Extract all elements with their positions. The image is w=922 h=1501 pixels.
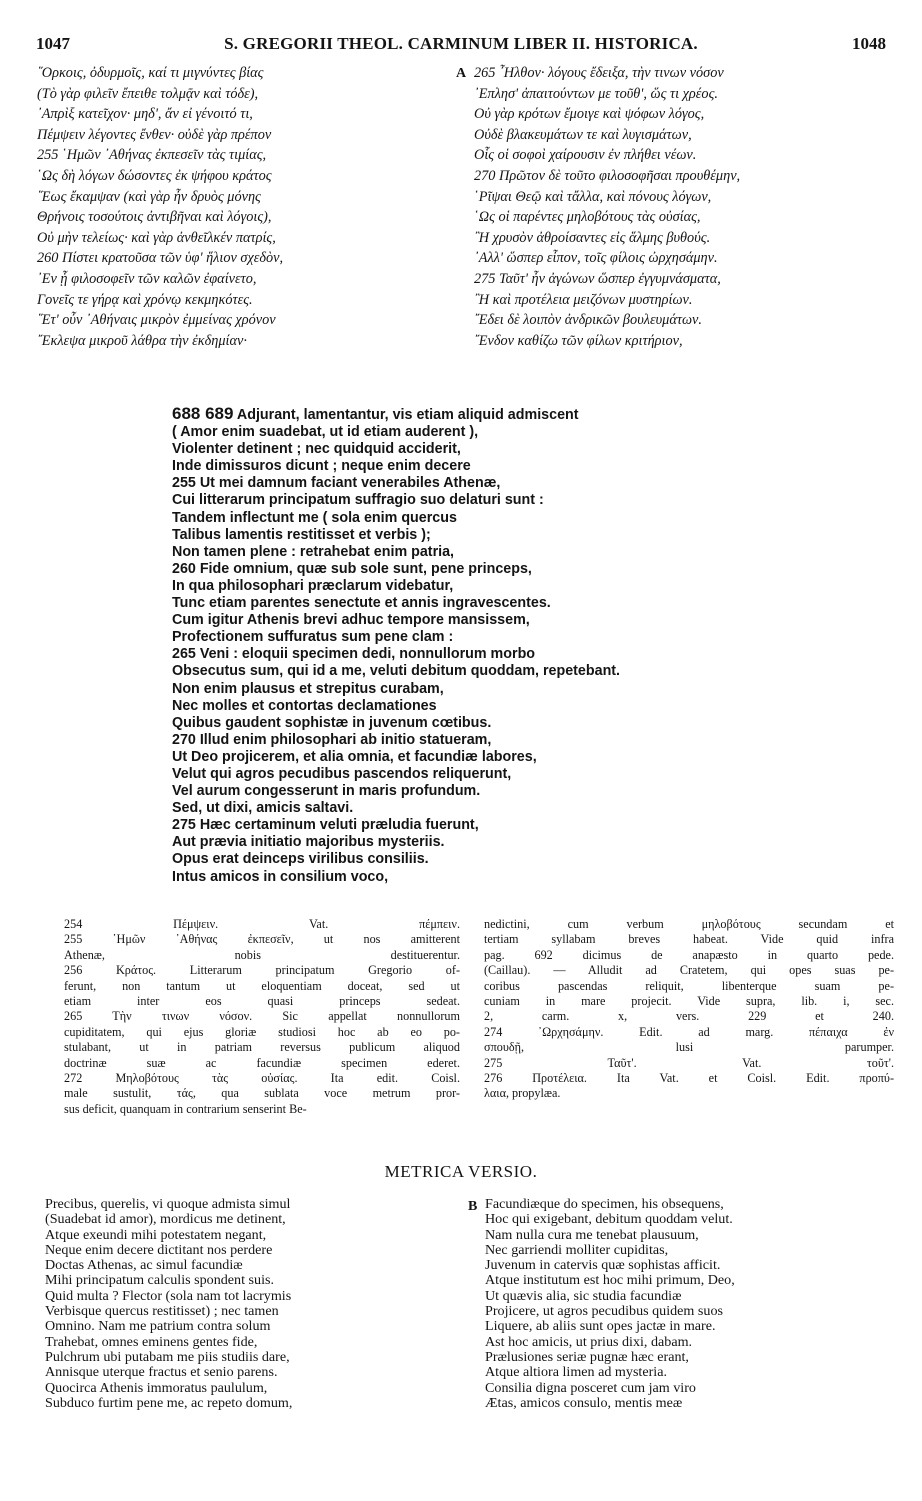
metrical-verse-line: Consilia digna posceret cum jam viro xyxy=(485,1380,696,1396)
greek-verse-line: 255 ῾Ημῶν ᾿Αθήνας ἐκπεσεῖν τὰς τιμίας, xyxy=(37,147,267,164)
page-number-left: 1047 xyxy=(36,34,70,53)
metrical-verse-line: Doctas Athenas, ac simul facundiæ xyxy=(45,1258,243,1274)
footnotes-left-column xyxy=(64,917,460,1117)
footnote-line: male sustulit, τάς, qua sublata voce metrum pror- xyxy=(64,1086,460,1101)
greek-verse-line: Οὐδὲ βλακευμάτων τε καὶ λυγισμάτων, xyxy=(474,126,692,143)
greek-verse-line: 270 Πρῶτον δὲ τοῦτο φιλοσοφῆσαι προυθέμην, xyxy=(474,167,741,184)
footnote-line: λαια, propylæa. xyxy=(484,1086,561,1101)
latin-verse-line: Quibus gaudent sophistæ in juvenum cœtibus. xyxy=(172,714,492,731)
latin-verse-line: Nec molles et contortas declamationes xyxy=(172,697,437,714)
latin-verse-line: 270 Illud enim philosophari ab initio statueram, xyxy=(172,731,492,748)
latin-verse-line: Non tamen plene : retrahebat enim patria, xyxy=(172,543,455,560)
running-header xyxy=(36,34,886,56)
metrical-verse-line: Ast hoc amicis, ut prius dixi, dabam. xyxy=(485,1334,693,1350)
footnote-line: 272 Μηλοβότους τὰς οὐσίας. Ita edit. Coisl. xyxy=(64,1071,460,1086)
greek-text-left-column xyxy=(37,63,449,351)
footnote-line: 2, carm. x, vers. 229 et 240. xyxy=(484,1009,894,1024)
greek-verse-line: Θρήνοις τοσούτοις ἀντιβῆναι καὶ λόγοις), xyxy=(37,209,272,226)
greek-verse-line: ῾Ως δὴ λόγων δώσοντες ἐκ ψήφου κράτος xyxy=(37,167,272,184)
metrical-verse-line: Juvenum in catervis quæ sophistas afficit. xyxy=(485,1258,721,1274)
footnote-line: 255 ῾Ημῶν ᾿Αθήνας ἐκπεσεῖν, ut nos amitterent xyxy=(64,932,460,947)
latin-verse-line: ( Amor enim suadebat, ut id etiam auderent ), xyxy=(172,424,479,441)
footnote-line: 256 Κράτος. Litterarum principatum Gregorio of- xyxy=(64,963,460,978)
metrical-verse-line: Nec garriendi molliter cupiditas, xyxy=(485,1242,669,1258)
metrical-verse-line: Projicere, ut agros pecudibus quidem suos xyxy=(485,1304,723,1320)
greek-verse-line: ᾿Επλησ' ἀπαιτούντων με τοῦθ', ὥς τι χρέος. xyxy=(474,85,718,102)
page-title: S. GREGORII THEOL. CARMINUM LIBER II. HISTORICA. xyxy=(224,34,698,53)
latin-verse-line: Cum igitur Athenis brevi adhuc tempore mansissem, xyxy=(172,612,530,629)
latin-verse-line: Intus amicos in consilium voco, xyxy=(172,868,389,885)
greek-verse-line: 275 Ταῦτ' ἦν ἀγώνων ὥσπερ ἐγγυμνάσματα, xyxy=(474,270,721,287)
metrical-verse-line: Mihi principatum calculis spondent suis. xyxy=(45,1273,274,1289)
metrical-version-left-column xyxy=(45,1197,455,1411)
footnote-line: stulabant, ut in patriam reversus publicum aliquod xyxy=(64,1040,460,1055)
latin-verse-line: Opus erat deinceps virilibus consiliis. xyxy=(172,851,429,868)
column-marker-b: B xyxy=(468,1199,478,1214)
greek-verse-line: ῍Η χρυσὸν ἀθροίσαντες εἰς ἅλμης βυθούς. xyxy=(474,229,711,246)
column-numbers: 688 689 xyxy=(172,405,234,423)
latin-verse-line: 265 Veni : eloquii specimen dedi, nonnullorum morbo xyxy=(172,646,536,663)
latin-verse-line: Violenter detinent ; nec quidquid acciderit, xyxy=(172,441,461,458)
greek-verse-line: ᾿Εν ᾗ φιλοσοφεῖν τῶν καλῶν ἐφαίνετο, xyxy=(37,270,257,287)
latin-verse-line: Talibus lamentis restitisset et verbis ); xyxy=(172,526,431,543)
greek-verse-line: Οὐ μὴν τελείως· καὶ γὰρ ἀνθεῖλκέν πατρίς, xyxy=(37,229,276,246)
greek-verse-line: Οἷς οἱ σοφοὶ χαίρουσιν ἐν πλήθει νέων. xyxy=(474,147,697,164)
footnote-line: 275 Ταῦτ'. Vat. τοῦτ'. xyxy=(484,1055,894,1070)
metrical-verse-line: Nam nulla cura me tenebat plausuum, xyxy=(485,1227,699,1243)
footnote-line: pag. 692 dicimus de anapæsto in quarto pede. xyxy=(484,947,894,962)
latin-verse-line: 255 Ut mei damnum faciant venerabiles Athenæ, xyxy=(172,475,501,492)
footnote-line: doctrinæ suæ ac facundiæ specimen ederet. xyxy=(64,1055,460,1070)
latin-translation-block xyxy=(172,405,752,886)
latin-verse-line: Non enim plausus et strepitus curabam, xyxy=(172,680,444,697)
footnote-line: 265 Τὴν τινων νόσον. Sic appellat nonnullorum xyxy=(64,1009,460,1024)
latin-verse-line: Sed, ut dixi, amicis saltavi. xyxy=(172,800,354,817)
latin-verse-line: Aut prævia initiatio majoribus mysteriis. xyxy=(172,834,445,851)
greek-verse-line: ῎Ενδον καθίζω τῶν φίλων κριτήριον, xyxy=(474,332,683,349)
greek-verse-line: ῾Ως οἱ παρέντες μηλοβότους τὰς οὐσίας, xyxy=(474,209,701,226)
footnote-line: cupiditatem, qui ejus gloriæ studiosi hoc ab eo po- xyxy=(64,1024,460,1039)
latin-verse-line: Tunc etiam parentes senectute et annis ingravescentes. xyxy=(172,595,551,612)
metrical-verse-line: Quid multa ? Flector (sola nam tot lacrymis xyxy=(45,1288,292,1304)
latin-verse-line: 260 Fide omnium, quæ sub sole sunt, pene princeps, xyxy=(172,560,532,577)
footnote-line: sus deficit, quanquam in contrarium senserint Be- xyxy=(64,1101,307,1116)
latin-verse-line: Inde dimissuros dicunt ; neque enim decere xyxy=(172,458,471,475)
latin-verse-line: Cui litterarum principatum suffragio suo delaturi sunt : xyxy=(172,492,544,509)
footnote-line: coribus pascendas reliquit, libenterque suam pe- xyxy=(484,978,894,993)
footnote-line: 276 Προτέλεια. Ita Vat. et Coisl. Edit. προπύ- xyxy=(484,1071,894,1086)
greek-verse-line: ῞Ετ' οὖν ᾿Αθήναις μικρὸν ἐμμείνας χρόνον xyxy=(37,312,276,329)
greek-verse-line: (Τὸ γὰρ φιλεῖν ἔπειθε τολμᾷν καὶ τόδε), xyxy=(37,85,259,102)
latin-verse-line: Tandem inflectunt me ( sola enim quercus xyxy=(172,509,457,526)
metrical-verse-line: Pulchrum ubi putabam me piis studiis dare, xyxy=(45,1349,290,1365)
greek-verse-line: ῾Ρῖψαι Θεῷ καὶ τἄλλα, καὶ πόνους λόγων, xyxy=(474,188,712,205)
page-number-right: 1048 xyxy=(852,34,886,53)
greek-verse-line: ᾿Αλλ' ὥσπερ εἶπον, τοῖς φίλοις ὠρχησάμην. xyxy=(474,250,718,267)
latin-verse-line: Velut qui agros pecudibus pascendos reliquerunt, xyxy=(172,765,512,782)
footnotes-right-column xyxy=(484,917,894,1102)
footnote-line: (Caillau). — Alludit ad Cratetem, qui opes suas pe- xyxy=(484,963,894,978)
greek-verse-line: ῍Η καὶ προτέλεια μειζόνων μυστηρίων. xyxy=(474,291,693,308)
footnote-line: cuniam in mare projecit. Vide supra, lib. i, sec. xyxy=(484,994,894,1009)
latin-verse-line: Profectionem suffuratus sum pene clam : xyxy=(172,629,454,646)
greek-verse-line: ῎Εκλεψα μικροῦ λάθρα τὴν ἐκδημίαν· xyxy=(37,332,247,349)
metrical-verse-line: Atque altiora limen ad mysteria. xyxy=(485,1365,667,1381)
metrical-verse-line: Subduco furtim pene me, ac repeto domum, xyxy=(45,1395,293,1411)
greek-verse-line: 260 Πίστει κρατοῦσα τῶν ὑφ' ἥλιον σχεδὸν, xyxy=(37,250,284,267)
footnote-line: 254 Πέμψειν. Vat. πέμπειν. xyxy=(64,917,460,931)
metrical-verse-line: Hoc qui exigebant, debitum quoddam velut. xyxy=(485,1212,733,1228)
latin-verse-line: In qua philosophari præclarum videbatur, xyxy=(172,577,454,594)
metrical-verse-line: Annisque uterque fractus et senio parens. xyxy=(45,1365,278,1381)
latin-verse-line xyxy=(172,405,752,424)
footnote-line: Athenæ, nobis destituerentur. xyxy=(64,947,460,962)
footnote-line: ferunt, non tantum ut eloquentiam doceat, sed ut xyxy=(64,978,460,993)
metrical-verse-line: Liquere, ab aliis sunt opes jactæ in mare. xyxy=(485,1319,716,1335)
latin-verse-line: Ut Deo projicerem, et alia omnia, et facundiæ labores, xyxy=(172,748,537,765)
footnote-line: etiam inter eos quasi princeps sedeat. xyxy=(64,994,460,1009)
greek-verse-line: ῞Εως ἔκαμψαν (καὶ γὰρ ἦν δρυὸς μόνης xyxy=(37,188,261,205)
greek-verse-line: Οὐ γὰρ κρότων ἔμοιγε καὶ ψόφων λόγος, xyxy=(474,106,705,123)
greek-verse-line: Πέμψειν λέγοντες ἔνθεν· οὐδὲ γὰρ πρέπον xyxy=(37,126,272,143)
latin-verse-line: Obsecutus sum, qui id a me, veluti debitum quoddam, repetebant. xyxy=(172,663,621,680)
section-title: METRICA VERSIO. xyxy=(384,1162,538,1181)
latin-verse-line: Vel aurum congesserunt in maris profundum. xyxy=(172,783,481,800)
latin-verse-line: 275 Hæc certaminum veluti præludia fuerunt, xyxy=(172,817,479,834)
metrical-verse-line: Verbisque quercus restitisset) ; nec tamen xyxy=(45,1304,279,1320)
metrical-verse-line: Neque enim decere dictitant nos perdere xyxy=(45,1242,273,1258)
greek-verse-line: Γονεῖς τε γήρᾳ καὶ χρόνῳ κεκμηκότες. xyxy=(37,291,253,308)
greek-verse-line: ᾿Απρὶξ κατεῖχον· μηδ', ἄν εἰ γένοιτό τι, xyxy=(37,106,253,123)
metrical-verse-line: (Suadebat id amor), mordicus me detinent, xyxy=(45,1212,286,1228)
footnote-line: 274 ᾿Ωρχησάμην. Edit. ad marg. πέπαιχα ἐν xyxy=(484,1024,894,1039)
metrical-verse-line: Omnino. Nam me patrium contra solum xyxy=(45,1319,271,1335)
greek-verse-line: ῎Εδει δὲ λοιπὸν ἀνδρικῶν βουλευμάτων. xyxy=(474,312,702,329)
footnote-line: nedictini, cum verbum μηλοβότους secundam et xyxy=(484,917,894,931)
greek-verse-line: 265 ῏Ηλθον· λόγους ἔδειξα, τὴν τινων νόσον xyxy=(474,65,724,81)
metrical-verse-line: Quocirca Athenis immoratus paululum, xyxy=(45,1380,268,1396)
footnote-line: σπουδῇ, lusi parumper. xyxy=(484,1040,894,1055)
metrical-verse-line: Trahebat, omnes eminens gentes fide, xyxy=(45,1334,258,1350)
footnote-line: tertiam syllabam breves habeat. Vide quid infra xyxy=(484,932,894,947)
metrical-verse-line: Ut quævis alia, sic studia facundiæ xyxy=(485,1288,682,1304)
metrical-verse-line: Atque institutum est hoc mihi primum, Deo, xyxy=(485,1273,735,1289)
metrical-verse-line: Precibus, querelis, vi quoque admista simul xyxy=(45,1197,291,1212)
metrical-verse-line: Atque exeundi mihi potestatem negant, xyxy=(45,1227,267,1243)
metrical-verse-line: Ætas, amicos consulo, mentis meæ xyxy=(485,1395,683,1411)
column-marker-a: A xyxy=(456,66,467,81)
greek-verse-line: ῞Ορκοις, ὀδυρμοῖς, καί τι μιγνύντες βίας xyxy=(37,65,264,81)
metrical-verse-line: Prælusiones seriæ pugnæ hæc erant, xyxy=(485,1349,689,1365)
metrical-verse-line: Facundiæque do specimen, his obsequens, xyxy=(485,1197,724,1212)
metrical-version-right-column xyxy=(485,1197,895,1411)
greek-text-right-column xyxy=(474,63,894,351)
latin-verse-text: Adjurant, lamentantur, vis etiam aliquid admiscent xyxy=(236,407,579,423)
